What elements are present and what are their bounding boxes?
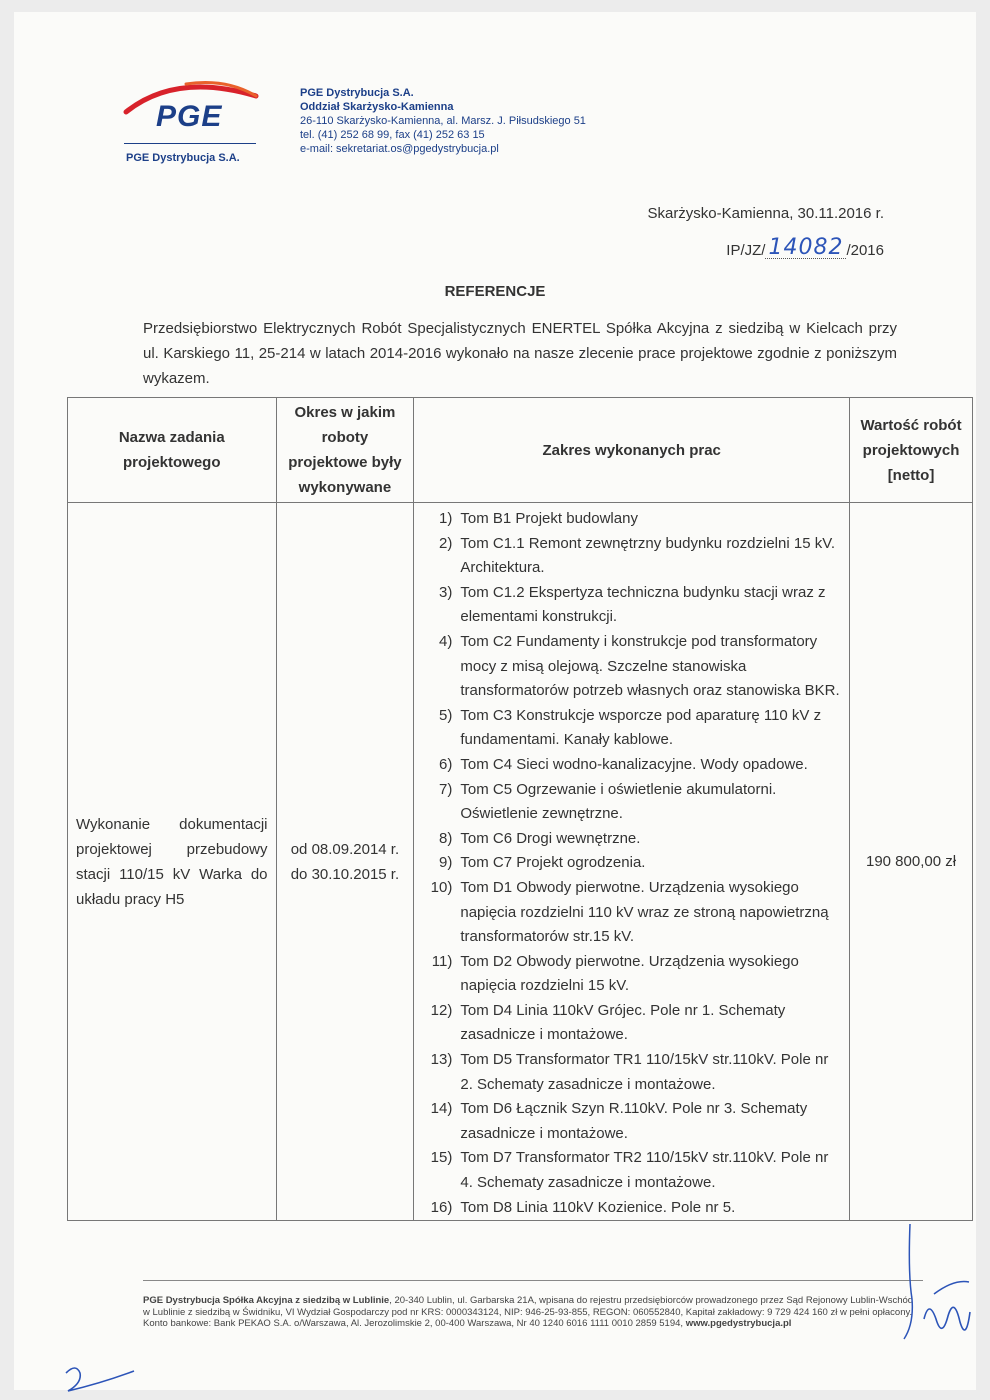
item-number: 2) bbox=[439, 534, 453, 552]
reference-number bbox=[726, 235, 884, 260]
item-number: 14) bbox=[430, 1100, 453, 1118]
table-row bbox=[68, 503, 973, 1221]
list-item bbox=[422, 507, 841, 532]
signature-icon bbox=[874, 1224, 984, 1354]
scope-cell bbox=[414, 503, 850, 1221]
item-number: 4) bbox=[439, 632, 453, 650]
table-header-row bbox=[68, 398, 973, 503]
list-item bbox=[422, 1146, 841, 1195]
list-item bbox=[422, 827, 841, 852]
document-page bbox=[14, 12, 976, 1390]
item-text: Tom C1.1 Remont zewnętrzny budynku rozdzielni 15 kV. Architektura. bbox=[460, 534, 835, 577]
item-number: 11) bbox=[431, 952, 453, 970]
period-to: do 30.10.2015 r. bbox=[290, 865, 400, 883]
header-period: Okres w jakim roboty projektowe były wykonywane bbox=[276, 398, 414, 503]
company-email: e-mail: sekretariat.os@pgedystrybucja.pl bbox=[300, 143, 499, 155]
intro-paragraph: Przedsiębiorstwo Elektrycznych Robót Specjalistycznych ENERTEL Spółka Akcyjna z siedzibą w Kielcach przy ul. Karskiego 11, 25-214 w latach 2014-2016 wykonało na nasze zlecenie prace projektowe zgodnie z poniższym wykazem. bbox=[143, 320, 897, 387]
logo-divider bbox=[124, 143, 256, 144]
item-number: 10) bbox=[430, 878, 453, 896]
list-item bbox=[422, 630, 841, 704]
company-branch: Oddział Skarżysko-Kamienna bbox=[300, 101, 454, 113]
item-text: Tom C3 Konstrukcje wsporcze pod aparaturę 110 kV z fundamentami. Kanały kablowe. bbox=[460, 706, 822, 749]
item-text: Tom C1.2 Ekspertyza techniczna budynku stacji wraz z elementami konstrukcji. bbox=[460, 583, 826, 626]
company-phone: tel. (41) 252 68 99, fax (41) 252 63 15 bbox=[300, 129, 485, 141]
item-text: Tom C6 Drogi wewnętrzne. bbox=[460, 829, 641, 847]
logo-wordmark: PGE bbox=[156, 100, 223, 133]
task-name-cell: Wykonanie dokumentacji projektowej przebudowy stacji 110/15 kV Warka do układu pracy H5 bbox=[68, 503, 277, 1221]
company-header bbox=[300, 86, 586, 156]
list-item bbox=[422, 1196, 841, 1221]
item-number: 6) bbox=[439, 755, 453, 773]
list-item bbox=[422, 851, 841, 876]
list-item bbox=[422, 753, 841, 778]
item-text: Tom D5 Transformator TR1 110/15kV str.110kV. Pole nr 2. Schematy zasadnicze i montażowe. bbox=[460, 1051, 829, 1093]
ref-suffix: /2016 bbox=[846, 242, 884, 259]
item-text: Tom D4 Linia 110kV Grójec. Pole nr 1. Schematy zasadnicze i montażowe. bbox=[460, 1001, 786, 1044]
list-item bbox=[422, 532, 841, 581]
ref-prefix: IP/JZ/ bbox=[726, 242, 766, 259]
list-item bbox=[422, 704, 841, 753]
item-text: Tom C4 Sieci wodno-kanalizacyjne. Wody opadowe. bbox=[460, 755, 808, 773]
item-number: 8) bbox=[439, 829, 453, 847]
item-number: 15) bbox=[430, 1149, 453, 1167]
item-text: Tom D6 Łącznik Szyn R.110kV. Pole nr 3. Schematy zasadnicze i montażowe. bbox=[460, 1100, 808, 1142]
handwritten-initial-icon bbox=[62, 1357, 142, 1397]
item-number: 13) bbox=[430, 1051, 453, 1069]
item-number: 9) bbox=[439, 854, 453, 872]
pge-logo bbox=[116, 70, 266, 170]
footer-divider bbox=[143, 1280, 923, 1281]
company-name: PGE Dystrybucja S.A. bbox=[300, 87, 414, 99]
header-scope: Zakres wykonanych prac bbox=[414, 398, 850, 503]
value-cell: 190 800,00 zł bbox=[850, 503, 973, 1221]
item-number: 12) bbox=[430, 1001, 453, 1019]
list-item bbox=[422, 1048, 841, 1097]
list-item bbox=[422, 999, 841, 1048]
item-text: Tom D2 Obwody pierwotne. Urządzenia wysokiego napięcia rozdzielni 15 kV. bbox=[460, 952, 799, 995]
item-text: Tom D7 Transformator TR2 110/15kV str.110kV. Pole nr 4. Schematy zasadnicze i montażowe. bbox=[460, 1149, 829, 1192]
item-text: Tom C5 Ogrzewanie i oświetlenie akumulatorni. Oświetlenie zewnętrzne. bbox=[460, 780, 777, 823]
item-number: 7) bbox=[439, 780, 453, 798]
document-title: REFERENCJE bbox=[444, 283, 546, 300]
place-and-date: Skarżysko-Kamienna, 30.11.2016 r. bbox=[647, 205, 884, 222]
footer-details: , 20-340 Lublin, ul. Garbarska 21A, wpisana do rejestru przedsiębiorców prowadzonego przez Sąd Rejonowy Lublin-Wschód w Lublinie z siedzibą w Świdniku, VI Wydział Gospodarczy pod nr KRS: 0000343124, NIP: 946-25-93-855, REGON: 060552840, Kapitał zakładowy: 9 729 424 160 zł w pełni opłacony. Konto bankowe: Bank PEKAO S.A. o/Warszawa, Al. Jerozolimskie 2, 00-400 Warszawa, Nr 40 1240 6016 1111 0010 2859 5194, bbox=[143, 1295, 914, 1329]
list-item bbox=[422, 581, 841, 630]
item-text: Tom C7 Projekt ogrodzenia. bbox=[460, 854, 646, 872]
logo-caption: PGE Dystrybucja S.A. bbox=[126, 152, 240, 164]
footer bbox=[143, 1295, 921, 1330]
period-from: od 08.09.2014 r. bbox=[290, 840, 400, 858]
ref-handwritten-number: 14082 bbox=[765, 238, 846, 259]
item-number: 16) bbox=[430, 1198, 453, 1216]
item-text: Tom D1 Obwody pierwotne. Urządzenia wysokiego napięcia rozdzielni 110 kV wraz ze stroną napowietrzną transformatorów str.15 kV. bbox=[460, 878, 829, 946]
period-cell bbox=[276, 503, 414, 1221]
company-address: 26-110 Skarżysko-Kamienna, al. Marsz. J. Piłsudskiego 51 bbox=[300, 115, 586, 127]
list-item bbox=[422, 778, 841, 827]
item-text: Tom D8 Linia 110kV Kozienice. Pole nr 5. bbox=[460, 1198, 736, 1216]
list-item bbox=[422, 876, 841, 950]
item-text: Tom B1 Projekt budowlany bbox=[460, 510, 638, 527]
references-table bbox=[67, 397, 973, 1221]
footer-website: www.pgedystrybucja.pl bbox=[685, 1318, 792, 1329]
item-number: 3) bbox=[439, 583, 453, 601]
header-task-name: Nazwa zadania projektowego bbox=[68, 398, 277, 503]
header-value: Wartość robót projektowych [netto] bbox=[850, 398, 973, 503]
list-item bbox=[422, 950, 841, 999]
footer-company: PGE Dystrybucja Spółka Akcyjna z siedzibą w Lublinie bbox=[143, 1295, 390, 1306]
works-list bbox=[422, 507, 841, 1220]
item-text: Tom C2 Fundamenty i konstrukcje pod transformatory mocy z misą olejową. Szczelne stanowiska transformatorów potrzeb własnych oraz stanowiska BKR. bbox=[460, 632, 840, 700]
item-number: 5) bbox=[439, 706, 453, 724]
list-item bbox=[422, 1097, 841, 1146]
item-number: 1) bbox=[439, 510, 453, 527]
